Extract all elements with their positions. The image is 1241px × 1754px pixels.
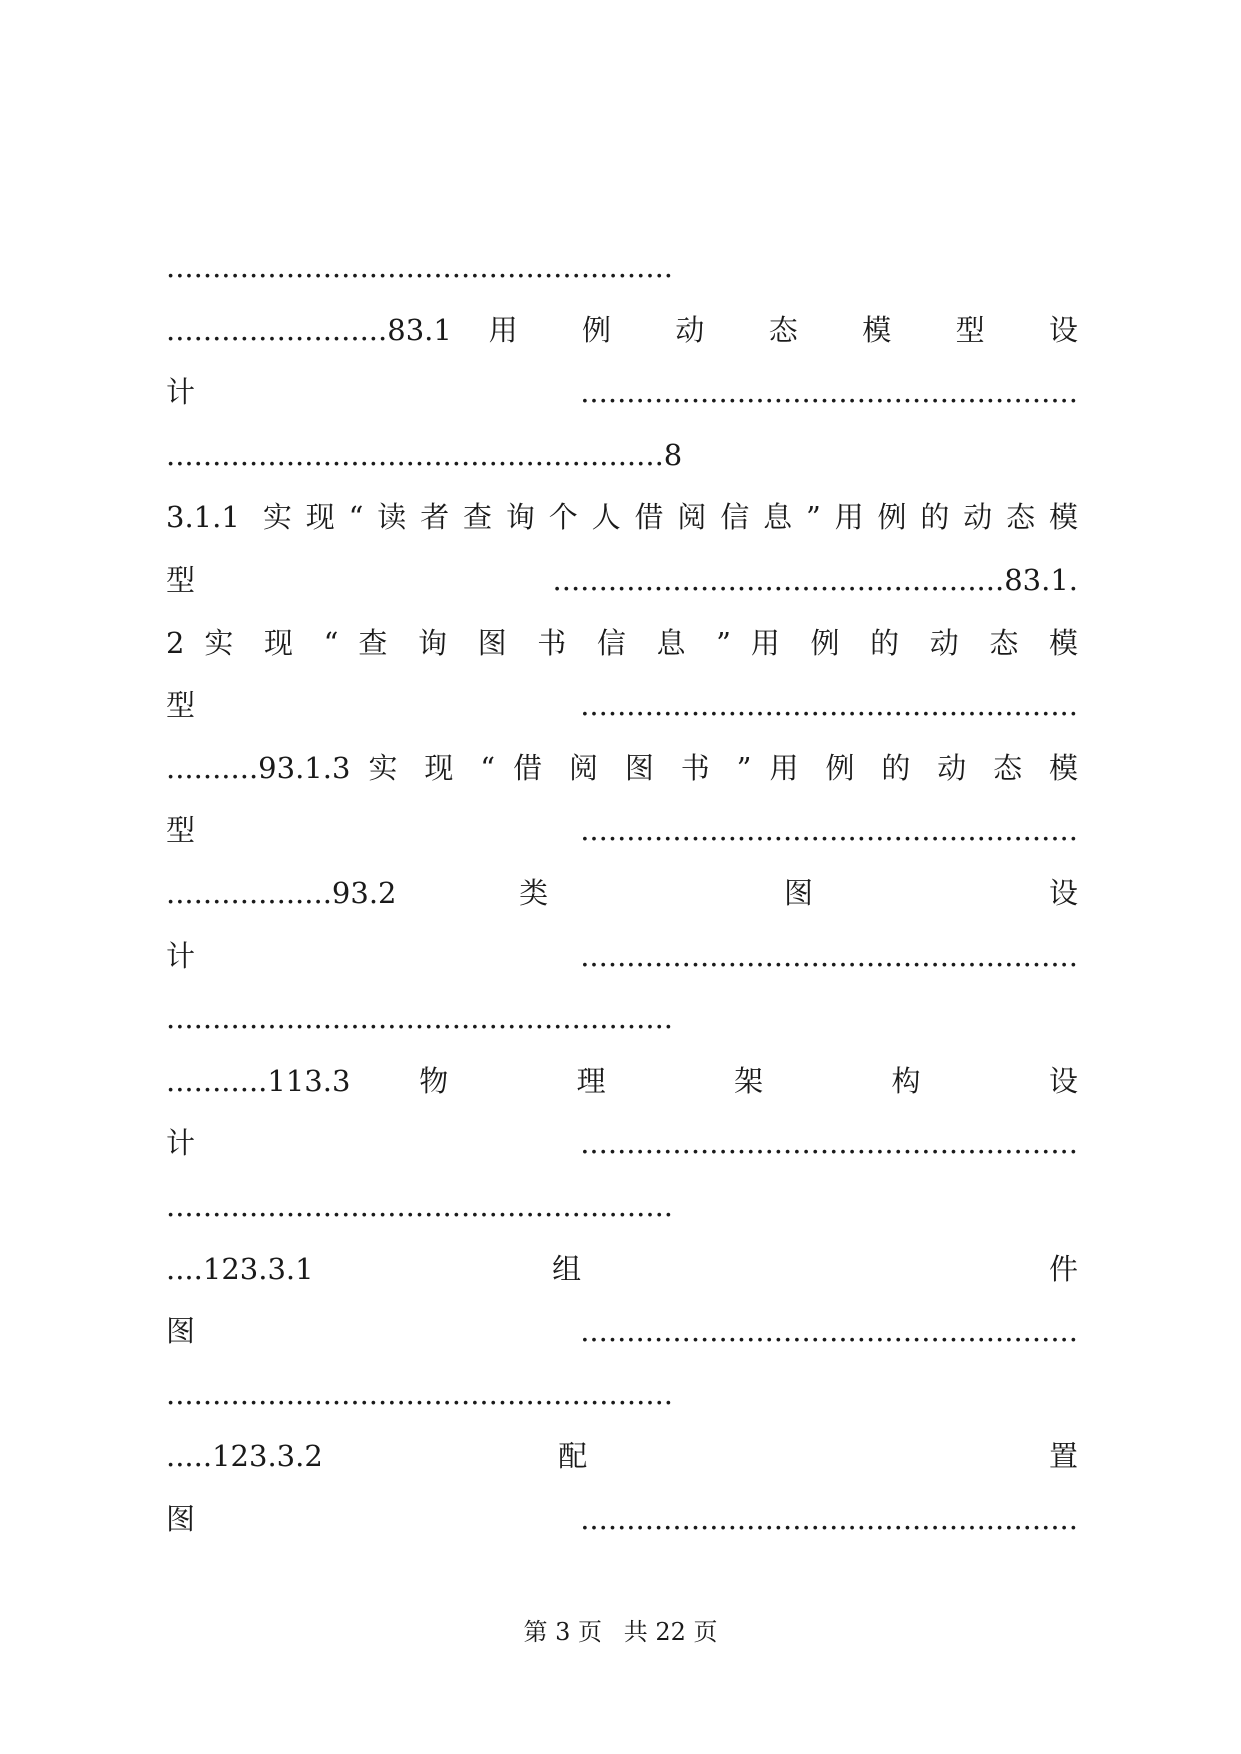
- toc-line: 型......................................................: [166, 688, 1078, 723]
- toc-line: 2 实 现 “ 查 询 图 书 信 息 ” 用 例 的 动 态 模: [166, 625, 1078, 660]
- page-number: 第 3 页: [523, 1618, 603, 1646]
- toc-line: .......................................................: [166, 1376, 674, 1411]
- toc-line: 3.1.1 实现“读者查询个人借阅信息”用例的动态模: [166, 500, 1078, 535]
- toc-line: .......................................................: [166, 250, 674, 284]
- toc-line: ....123.3.1 组 件: [166, 1251, 1078, 1286]
- toc-line: ..................93.2 类 图 设: [166, 875, 1078, 910]
- toc-line: 计......................................................: [166, 1126, 1078, 1161]
- toc-line: 计......................................................: [166, 375, 1078, 410]
- toc-line: 型.................................................83.1.: [166, 562, 1078, 597]
- toc-line: ...........113.3 物 理 架 构 设: [166, 1063, 1078, 1098]
- toc-line: .....123.3.2 配 置: [166, 1439, 1078, 1474]
- page-footer: [0, 1612, 1241, 1647]
- table-of-contents: [166, 236, 1078, 1550]
- toc-line: .......................................................: [166, 1188, 674, 1223]
- toc-line: 图......................................................: [166, 1501, 1078, 1536]
- toc-line: .......................................................: [166, 1001, 674, 1036]
- toc-line: 型......................................................: [166, 813, 1078, 848]
- toc-line: 计......................................................: [166, 938, 1078, 973]
- toc-line: ......................................................8: [166, 437, 683, 472]
- toc-line: ........................83.1 用 例 动 态 模 型 设: [166, 312, 1078, 347]
- toc-line: 图......................................................: [166, 1314, 1078, 1349]
- toc-line: ..........93.1.3 实 现 “ 借 阅 图 书 ” 用 例 的 动 态 模: [166, 750, 1078, 785]
- page-total: 共 22 页: [623, 1618, 718, 1646]
